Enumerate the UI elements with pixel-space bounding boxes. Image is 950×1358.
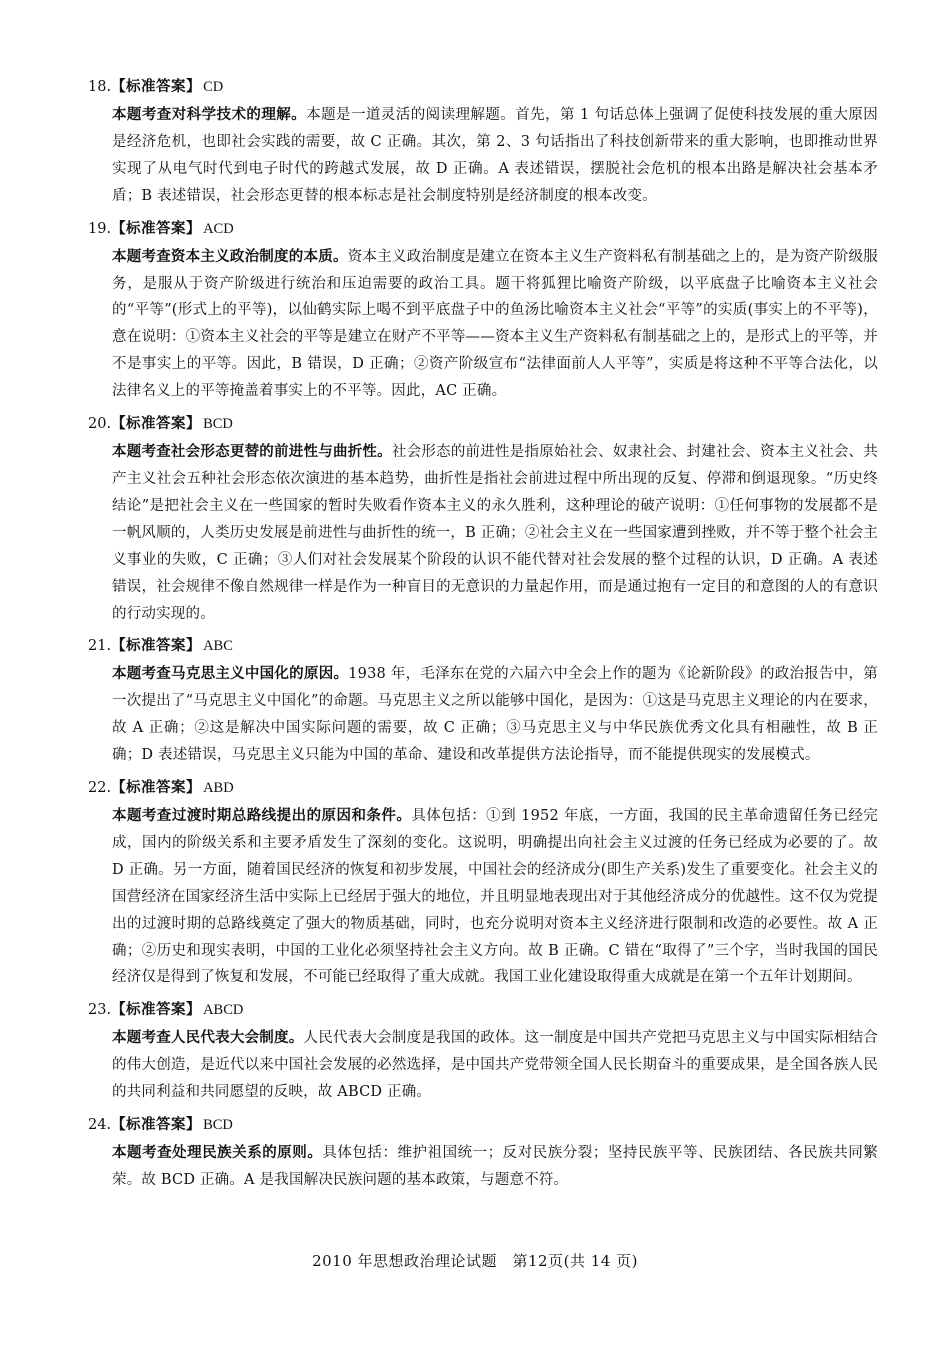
explanation-text: 人民代表大会制度是我国的政体。这一制度是中国共产党把马克思主义与中国实际相结合的伟大创造，是近代以来中国社会发展的必然选择，是中国共产党带领全国人民长期奋斗的重要成果，是全国各族人民的共同利益和共同愿望的反映，故 ABCD 正确。 (112, 1030, 878, 1101)
question-21 (88, 631, 878, 769)
question-23 (88, 995, 878, 1106)
question-number: 21. (88, 638, 112, 655)
question-header (88, 995, 878, 1025)
explanation (112, 244, 878, 405)
question-number: 24. (88, 1117, 112, 1134)
explanation-text: 资本主义政治制度是建立在资本主义生产资料私有制基础之上的，是为资产阶级服务，是服从于资产阶级进行统治和压迫需要的政治工具。题干将狐狸比喻资产阶级，以平底盘子比喻资本主义社会的“平等”(形式上的平等)，以仙鹤实际上喝不到平底盘子中的鱼汤比喻资本主义社会“平等”的实质(事实上的不平等)，意在说明：①资本主义社会的平等是建立在财产不平等——资本主义生产资料私有制基础之上的，是形式上的平等，并不是事实上的平等。因此，B 错误，D 正确；②资产阶级宣布“法律面前人人平等”，实质是将这种不平等合法化，以法律名义上的平等掩盖着事实上的不平等。因此，AC 正确。 (112, 248, 878, 400)
answer-tag: 【标准答案】 (111, 219, 202, 237)
explanation-lead: 本题考查处理民族关系的原则。 (112, 1144, 323, 1162)
explanation-lead: 本题考查人民代表大会制度。 (112, 1029, 304, 1047)
answer-tag: 【标准答案】 (111, 78, 202, 95)
answer-value: BCD (203, 1117, 233, 1134)
explanation (112, 1025, 878, 1106)
question-number: 18. (88, 79, 112, 95)
explanation-lead: 本题考查资本主义政治制度的本质。 (112, 247, 348, 265)
explanation (112, 1140, 878, 1194)
page-footer: 2010 年思想政治理论试题 第12页(共 14 页) (312, 1252, 638, 1270)
explanation-lead: 本题考查过渡时期总路线提出的原因和条件。 (112, 807, 412, 825)
question-22 (88, 773, 878, 991)
answer-value: ABC (203, 638, 233, 655)
answer-value: BCD (203, 416, 233, 433)
explanation-text: 本题是一道灵活的阅读理解题。首先，第 1 句话总体上强调了促使科技发展的重大原因是经济危机，也即社会实践的需要，故 C 正确。其次，第 2、3 句话指出了科技创新带来的重大影响，也即推动世界实现了从电气时代到电子时代的跨越式发展，故 D 正确。A 表述错误，摆脱社会危机的根本出路是解决社会基本矛盾；B 表述错误，社会形态更替的根本标志是社会制度特别是经济制度的根本改变。 (112, 107, 878, 204)
question-header (88, 214, 878, 244)
question-header (88, 631, 878, 661)
explanation-text: 具体包括：维护祖国统一；反对民族分裂；坚持民族平等、民族团结、各民族共同繁荣。故 BCD 正确。A 是我国解决民族问题的基本政策，与题意不符。 (112, 1145, 878, 1188)
explanation-text: 社会形态的前进性是指原始社会、奴隶社会、封建社会、资本主义社会、共产主义社会五种社会形态依次演进的基本趋势，曲折性是指社会前进过程中所出现的反复、停滞和倒退现象。“历史终结论”是把社会主义在一些国家的暂时失败看作资本主义的永久胜利，这种理论的破产说明：①任何事物的发展都不是一帆风顺的，人类历史发展是前进性与曲折性的统一，B 正确；②社会主义在一些国家遭到挫败，并不等于整个社会主义事业的失败，C 正确；③人们对社会发展某个阶段的认识不能代替对社会发展的整个过程的认识，D 正确。A 表述错误，社会规律不像自然规律一样是作为一种盲目的无意识的力量起作用，而是通过抱有一定目的和意图的人的有意识的行动实现的。 (112, 444, 878, 622)
answer-tag: 【标准答案】 (111, 415, 202, 433)
explanation-lead: 本题考查马克思主义中国化的原因。 (112, 665, 349, 683)
question-number: 19. (88, 220, 112, 237)
question-19 (88, 214, 878, 405)
question-number: 23. (88, 1002, 112, 1019)
answer-tag: 【标准答案】 (111, 637, 202, 655)
answer-tag: 【标准答案】 (111, 779, 202, 797)
question-header (88, 72, 878, 102)
explanation (112, 102, 878, 210)
question-20 (88, 409, 878, 627)
question-header (88, 1110, 878, 1140)
answer-value: ACD (203, 220, 234, 237)
explanation-lead: 本题考查对科学技术的理解。 (112, 106, 307, 123)
question-header (88, 773, 878, 803)
explanation-text: 具体包括：①到 1952 年底，一方面，我国的民主革命遗留任务已经完成，国内的阶级关系和主要矛盾发生了深刻的变化。这说明，明确提出向社会主义过渡的任务已经成为必要的了。故 D 正确。另一方面，随着国民经济的恢复和初步发展，中国社会的经济成分(即生产关系)发生了重要变化。社会主义的国营经济在国家经济生活中实际上已经居于强大的地位，并且明显地表现出对于其他经济成分的优越性。这不仅为党提出的过渡时期的总路线奠定了强大的物质基础，同时，也充分说明对资本主义经济进行限制和改造的必要性。故 A 正确；②历史和现实表明，中国的工业化必须坚持社会主义方向。故 B 正确。C 错在“取得了”三个字，当时我国的国民经济仅是得到了恢复和发展，不可能已经取得了重大成就。我国工业化建设取得重大成就是在第一个五年计划期间。 (112, 808, 879, 986)
question-number: 22. (88, 780, 112, 797)
explanation-lead: 本题考查社会形态更替的前进性与曲折性。 (112, 443, 392, 461)
explanation (112, 439, 878, 627)
answer-tag: 【标准答案】 (111, 1116, 202, 1134)
question-18 (88, 72, 878, 210)
answer-value: ABD (203, 780, 234, 797)
answer-value: ABCD (203, 1002, 244, 1019)
answer-explanations (88, 72, 878, 1198)
question-header (88, 409, 878, 439)
answer-tag: 【标准答案】 (111, 1001, 202, 1019)
question-24 (88, 1110, 878, 1194)
explanation (112, 661, 878, 769)
question-number: 20. (88, 416, 112, 433)
explanation-text: 1938 年，毛泽东在党的六届六中全会上作的题为《论新阶段》的政治报告中，第一次提出了“马克思主义中国化”的命题。马克思主义之所以能够中国化，是因为：①这是马克思主义理论的内在要求，故 A 正确；②这是解决中国实际问题的需要，故 C 正确；③马克思主义与中华民族优秀文化具有相融性，故 B 正确；D 表述错误，马克思主义只能为中国的革命、建设和改革提供方法论指导，而不能提供现实的发展模式。 (112, 666, 879, 764)
answer-value: CD (203, 79, 224, 95)
explanation (112, 803, 878, 991)
